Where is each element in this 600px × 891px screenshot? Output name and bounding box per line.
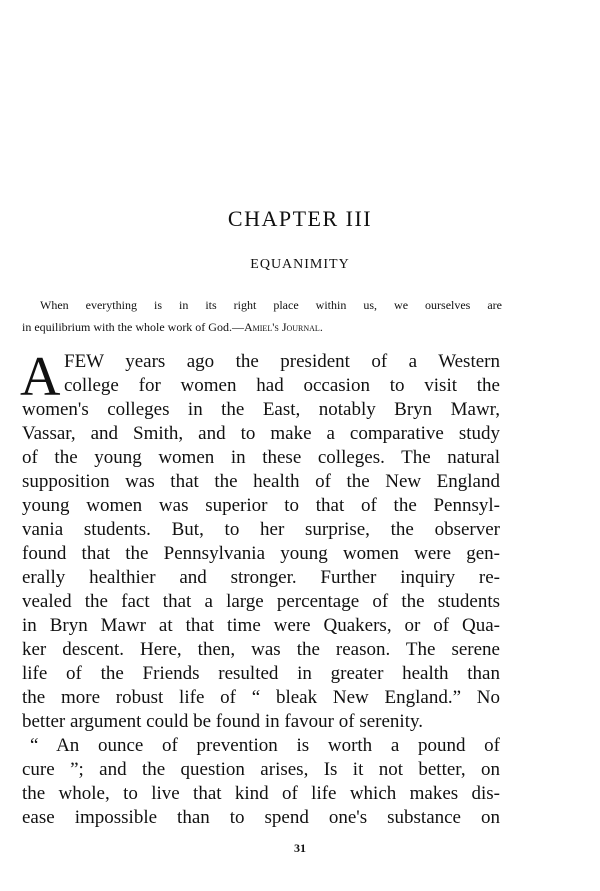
text-line: FEW years ago the president of a Western <box>64 351 500 372</box>
text-line: life of the Friends resulted in greater health than <box>22 663 500 684</box>
epigraph-text: in equilibrium with the whole work of God.— <box>22 320 244 334</box>
epigraph-line <box>22 316 502 338</box>
epigraph-source: Amiel's Journal. <box>243 320 323 334</box>
text-line: of the young women in these colleges. The natural <box>22 447 500 468</box>
body-text <box>20 346 500 830</box>
chapter-subtitle: EQUANIMITY <box>250 257 350 272</box>
text-line: better argument could be found in favour of serenity. <box>22 711 423 732</box>
text-line: ease impossible than to spend one's substance on <box>22 807 500 828</box>
text-line: women's colleges in the East, notably Bryn Mawr, <box>22 399 500 420</box>
text-line: the whole, to live that kind of life which makes dis- <box>22 783 500 804</box>
text-line: in Bryn Mawr at that time were Quakers, or of Qua- <box>22 615 500 636</box>
text-line: “ An ounce of prevention is worth a pound of <box>30 735 500 756</box>
page-number: 31 <box>294 841 306 855</box>
epigraph <box>22 294 502 338</box>
text-line: erally healthier and stronger. Further inquiry re- <box>22 567 500 588</box>
text-line: Vassar, and Smith, and to make a comparative study <box>22 423 500 444</box>
text-line: college for women had occasion to visit the <box>64 375 500 396</box>
chapter-title: CHAPTER III <box>227 206 373 231</box>
drop-cap: A <box>20 346 61 408</box>
text-line: vealed the fact that a large percentage of the students <box>22 591 500 612</box>
text-line: ker descent. Here, then, was the reason. The serene <box>22 639 500 660</box>
text-line: young women was superior to that of the Pennsyl- <box>22 495 500 516</box>
epigraph-line: When everything is in its right place within us, we ourselves are <box>40 298 502 312</box>
text-line: found that the Pennsylvania young women were gen- <box>22 543 500 564</box>
text-line: cure ”; and the question arises, Is it not better, on <box>22 759 500 780</box>
text-line: vania students. But, to her surprise, the observer <box>22 519 500 540</box>
text-line: supposition was that the health of the New England <box>22 471 500 492</box>
text-line: the more robust life of “ bleak New England.” No <box>22 687 500 708</box>
